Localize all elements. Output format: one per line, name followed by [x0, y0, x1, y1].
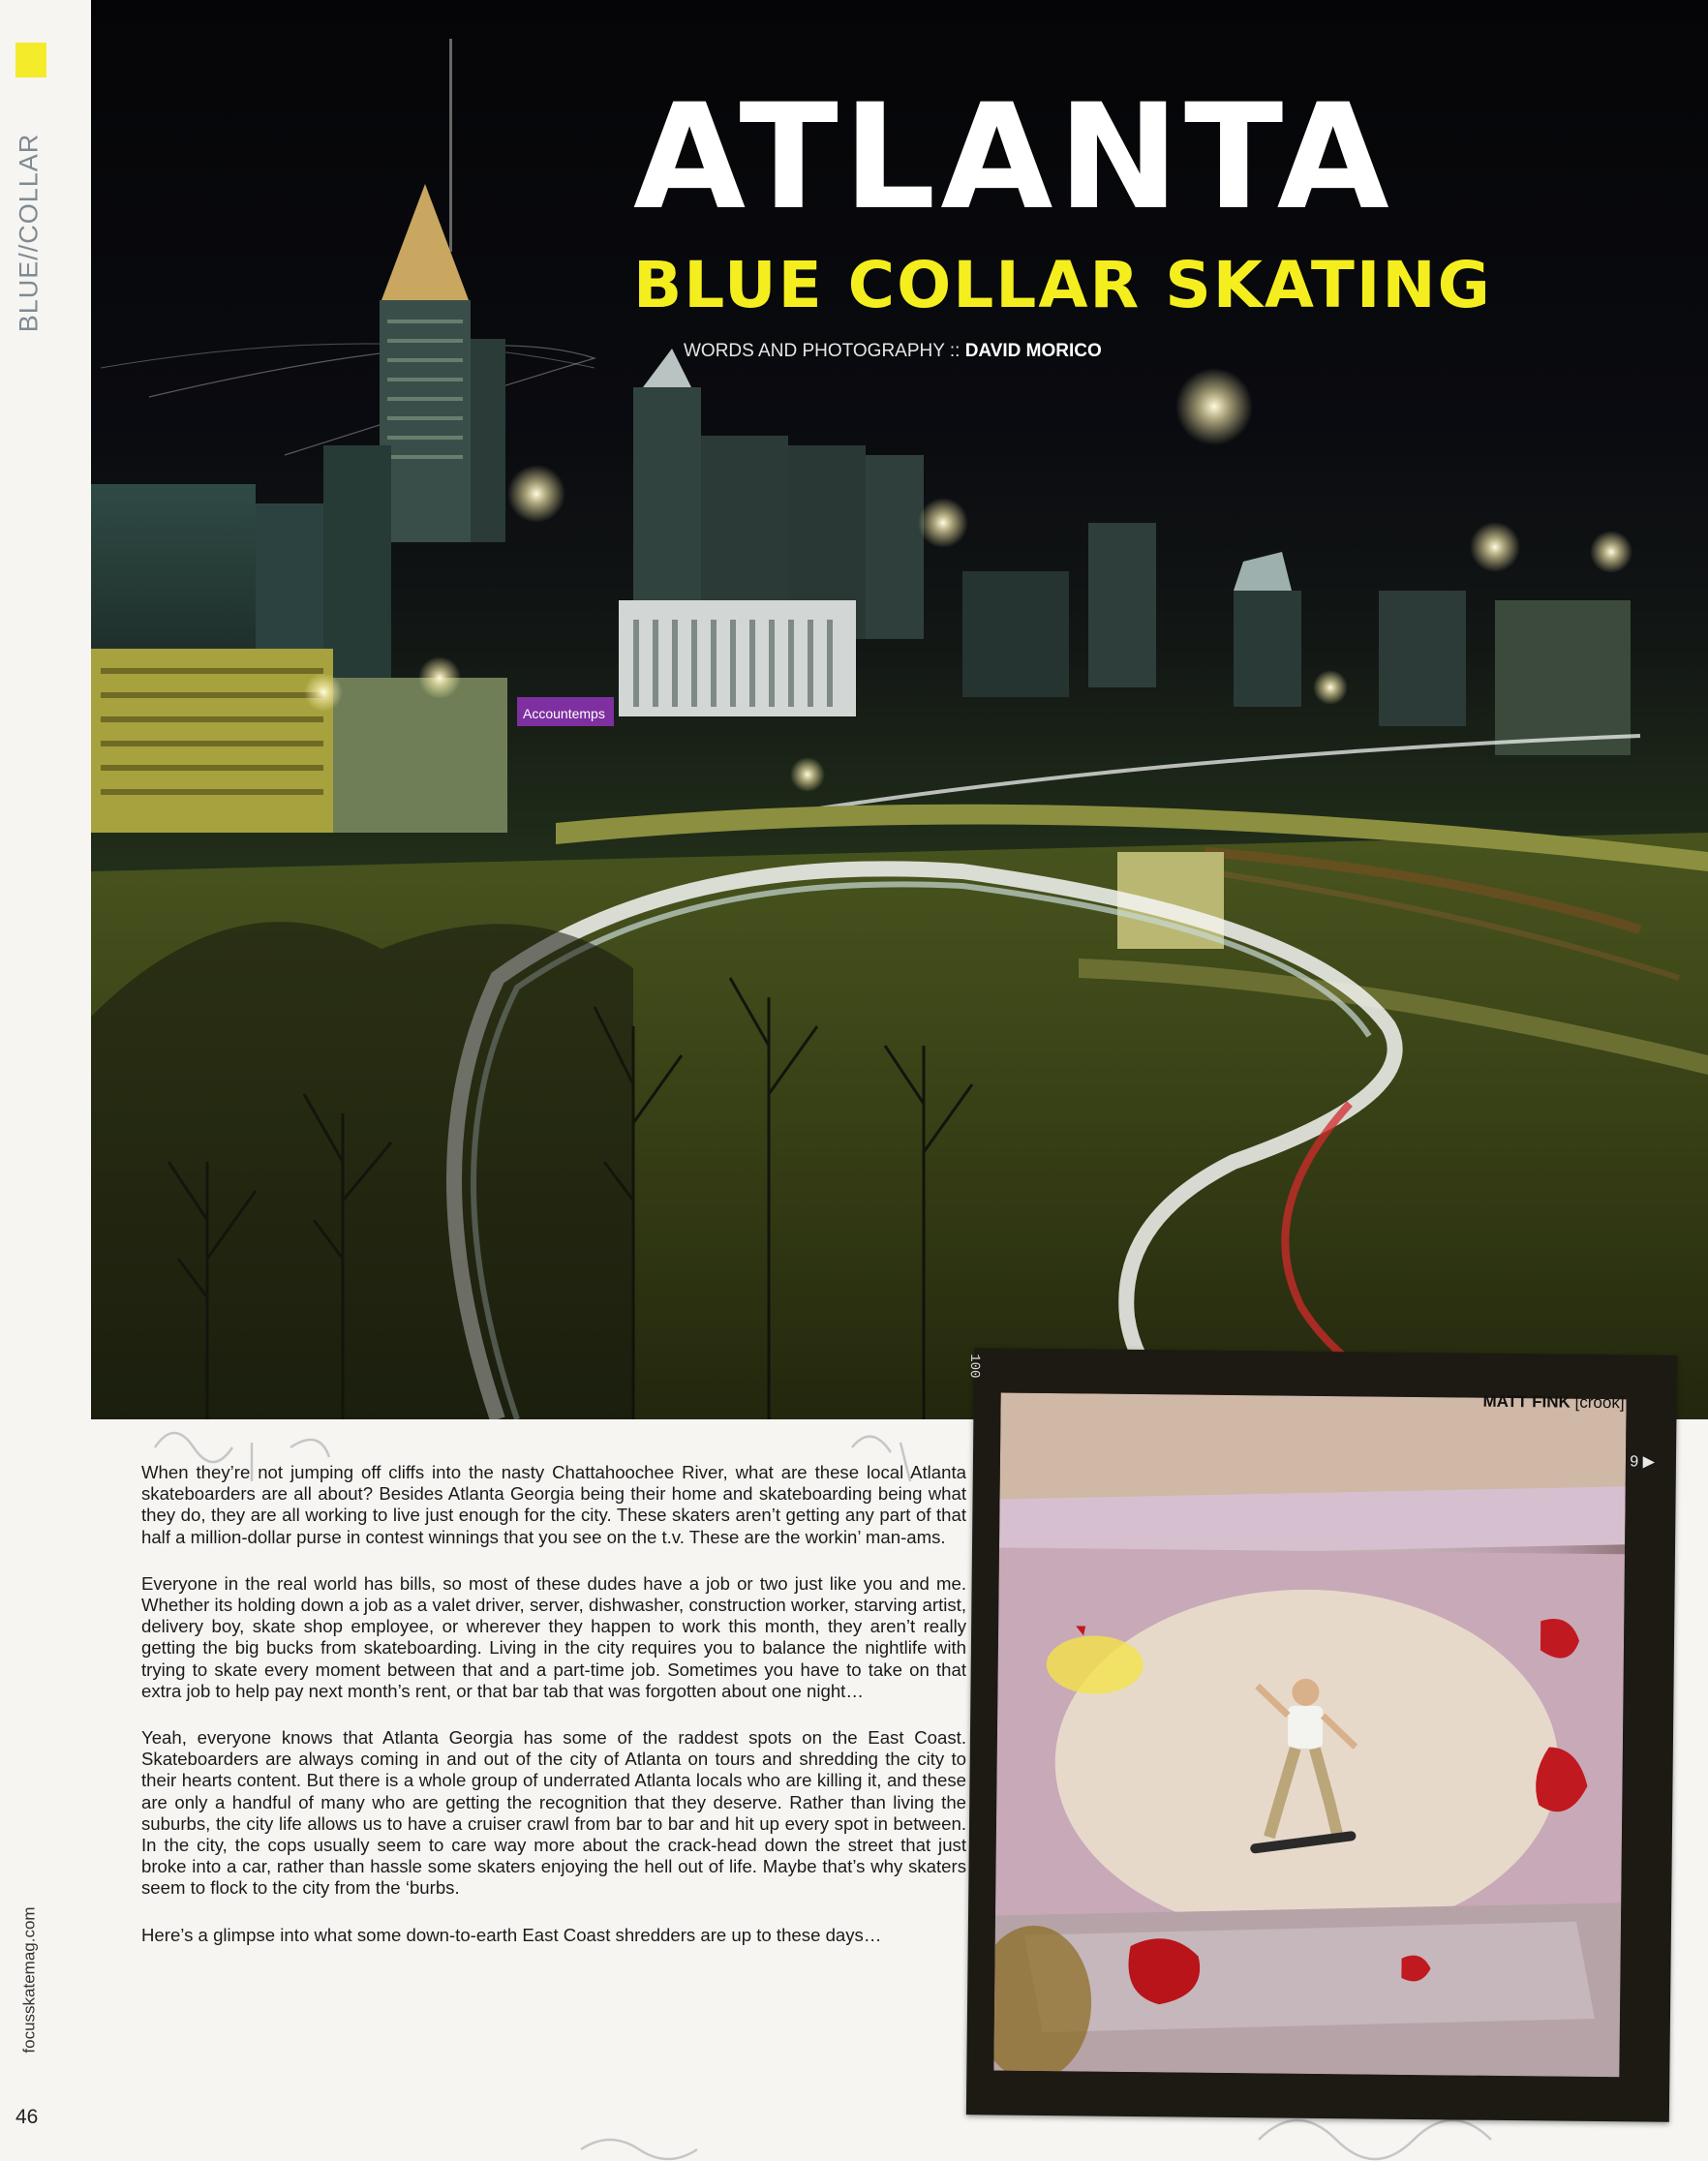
caption-skater-name: MATT FINK [1482, 1391, 1571, 1412]
byline-prefix: WORDS AND PHOTOGRAPHY :: [684, 341, 965, 361]
section-label-text: BLUE//COLLAR [14, 133, 44, 332]
film-edge-number: 100 [965, 1354, 983, 1379]
article-subtitle: BLUE COLLAR SKATING [633, 248, 1492, 322]
photo-caption [1482, 1392, 1624, 1414]
article-body [141, 1462, 966, 1971]
byline-author: DAVID MORICO [964, 341, 1102, 361]
article-paragraph: Everyone in the real world has bills, so most of these dudes have a job or two just like you and me. Whether its holding down a job as a valet driver, server, dishwasher, construction worker, starving artist, delivery boy, skate shop employee, or wherever they happen to work this month, they aren’t really getting the big bucks from skateboarding. Living in the city requires you to balance the nightlife with trying to skate every moment between that and a part-time job. Sometimes you have to take on that extra job to help pay next month’s rent, or that bar tab that was forgotten about one night… [141, 1572, 966, 1701]
hero-photo [91, 0, 1708, 1419]
skate-photo [966, 1348, 1677, 2122]
byline [684, 341, 1102, 362]
article-paragraph: Yeah, everyone knows that Atlanta Georgia has some of the raddest spots on the East Coast. Skateboarders are always coming in and out of the city of Atlanta on tours and shredding the city to their hearts content. But there is a whole group of underrated Atlanta locals who are killing it, and these are only a handful of many who are getting the recognition that they deserve. Rather than living the suburbs, the city life allows us to have a cruiser crawl from bar to bar and hit up every spot in between. In the city, the cops usually seem to care way more about the crack-head down the street that just broke into a car, rather than hassle some skaters enjoying the hell out of life. Maybe that’s why skaters seem to flock to the city from the ‘burbs. [141, 1727, 966, 1899]
article-title: ATLANTA [633, 74, 1394, 242]
page-number: 46 [15, 2106, 39, 2128]
section-label [10, 97, 48, 368]
website-url-text: focusskatemag.com [20, 1906, 39, 2054]
billboard-text: Accountemps [523, 706, 605, 721]
website-url [14, 1898, 46, 2062]
skate-photo-image [993, 1393, 1626, 2078]
caption-trick: [crook] [1574, 1392, 1625, 1413]
film-edge-mark: 9 ▶ [1630, 1453, 1656, 1471]
section-color-tab [15, 43, 46, 77]
article-paragraph: Here’s a glimpse into what some down-to-earth East Coast shredders are up to these days… [141, 1924, 882, 1945]
article-paragraph: When they’re not jumping off cliffs into the nasty Chattahoochee River, what are these local Atlanta skateboarders are all about? Besides Atlanta Georgia being their home and skateboarding being what they do, they are all working to live just enough for the city. These skaters aren’t getting any part of that half a million-dollar purse in contest winnings that you see on the t.v. These are the workin’ man-ams. [141, 1462, 966, 1547]
